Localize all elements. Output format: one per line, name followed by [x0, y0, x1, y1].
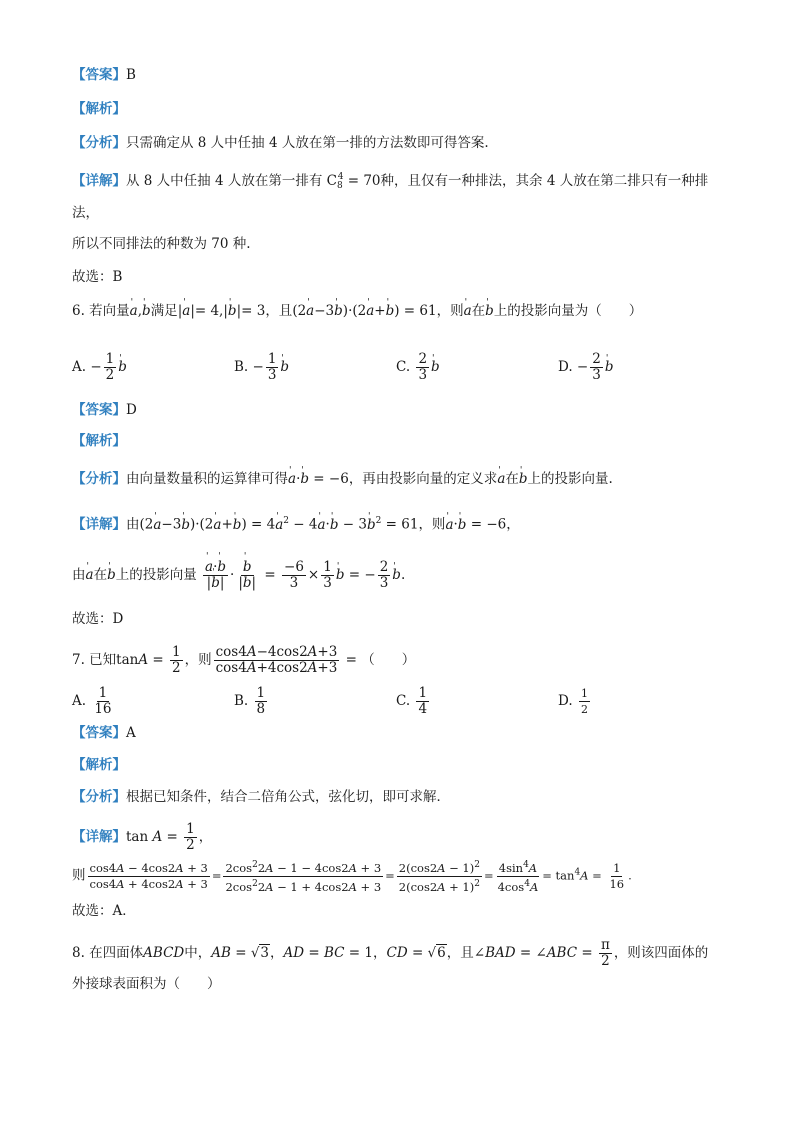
q6-stem-text-f: 上的投影向量为（ ）: [493, 303, 643, 319]
q6-option-c: C. $\frac{2}{3}$ ' b: [396, 352, 440, 383]
q6-answer: D: [126, 402, 137, 418]
q6-option-b: B. − $\frac{1}{3}$ ' b: [234, 352, 289, 383]
q6-option-d: D. − $\frac{2}{3}$ ' b: [558, 352, 614, 383]
q6-detail-text-d: 在: [93, 567, 108, 583]
q5-detail-text-a: 从 8 人中任抽 4 人放在第一排有: [126, 173, 323, 189]
q6-option-b-label: B.: [234, 359, 249, 375]
q7-option-c: C. $\frac{1}{4}$: [396, 685, 428, 717]
q5-fenxi-line: [72, 134, 489, 152]
fenxi-tag: 【分析】: [72, 471, 126, 487]
answer-tag: 【答案】: [72, 725, 126, 741]
q8-stem: 8. 在四面体ABCD中，AB = √3，AD = BC = 1，CD = √6，且∠BAD = ∠ABC = $\frac{\pi}{2}$ ，则该四面体的: [72, 937, 709, 969]
q6-fenxi-text-b: ，再由投影向量的定义求: [348, 471, 498, 487]
q7-answer-line: [72, 724, 136, 742]
detail-tag: 【详解】: [72, 829, 126, 845]
q7-stem: 7. 已知tanA = $\frac{1}{2}$ ，则 $\frac{\cos 4A-4\cos 2A+3}{\cos 4A+4\cos 2A+3}$ = （ ）: [72, 644, 416, 676]
q7-choose-line: [72, 902, 136, 920]
q5-answer: B: [126, 67, 136, 83]
analysis-tag: 【解析】: [72, 433, 126, 449]
q7-option-b: B. $\frac{1}{8}$: [234, 685, 266, 717]
q8-stem-text-e: 外接球表面积为（ ）: [72, 976, 221, 992]
q8-stem-text-d: ，则该四面体的: [613, 945, 709, 961]
q5-detail-line-3: [72, 235, 251, 253]
q5-detail-text-c: 法，: [72, 205, 99, 221]
q7-detail-line-2: 则 $\frac{\cos 4A - 4\cos 2A + 3}{\cos 4A + 4\cos 2A + 3}$ = $\frac{2\cos^22A - 1 - 4\cos 2A + 3}{2\cos^22A - 1 + 4\cos 2A + 3}$ = $\frac{2(\cos 2A - 1)^2}{2(\cos 2A + 1)^2}$ = $\frac{4\sin^4A}{4\cos^4A}$ = $\tan^4A$ = $\frac{1}{16}$ .: [72, 860, 632, 894]
q5-choose-line: [72, 268, 122, 286]
q5-detail-line: [72, 168, 708, 195]
q7-stem-text-c: （ ）: [361, 652, 416, 668]
q7-option-a-label: A.: [72, 693, 87, 709]
q6-detail-text-a: 由: [126, 516, 140, 533]
q5-answer-line: [72, 66, 136, 84]
analysis-tag: 【解析】: [72, 757, 126, 773]
q6-fenxi-text-c: 在: [505, 471, 519, 487]
answer-tag: 【答案】: [72, 67, 126, 83]
q7-answer: A: [126, 725, 136, 741]
q6-option-a: A. − $\frac{1}{2}$ ' b: [72, 352, 127, 383]
q6-option-a-label: A.: [72, 359, 87, 375]
q5-detail-text-d: 所以不同排法的种数为 70 种.: [72, 236, 251, 252]
q6-choose: 故选：D: [72, 611, 124, 627]
q6-stem: 6. 若向量' a,' b满足|' a|= 4,|' b|= 3，且(2' a−3' b)·(2' a+' b) = 61，则' a在' b上的投影向量为（ ）: [72, 302, 642, 320]
q7-detail-line: 【详解】tan A = $\frac{1}{2}$ ，: [72, 821, 213, 853]
q6-fenxi-line: 【分析】由向量数量积的运算律可得' a·' b = −6，再由投影向量的定义求' a在' b上的投影向量.: [72, 470, 613, 488]
q6-fenxi-text-a: 由向量数量积的运算律可得: [126, 471, 288, 487]
q6-stem-text-a: 6. 若向量: [72, 303, 130, 319]
detail-tag: 【详解】: [72, 516, 126, 533]
q8-stem-line-2: [72, 975, 221, 993]
q7-option-a: A. $\frac{1}{16}$: [72, 685, 112, 717]
q5-fenxi-text: 只需确定从 8 人中任抽 4 人放在第一排的方法数即可得答案.: [126, 135, 489, 151]
q6-stem-text-d: ，则: [436, 303, 464, 319]
q6-choose-line: [72, 610, 123, 628]
q6-detail-text-c: 由: [72, 567, 86, 583]
q6-stem-text-e: 在: [471, 303, 486, 319]
q8-stem-text-b: 中，: [184, 945, 212, 961]
q6-option-d-label: D.: [558, 359, 573, 375]
q5-detail-line-2: [72, 204, 99, 222]
q7-choose: 故选：A．: [72, 903, 136, 919]
q7-option-c-label: C.: [396, 693, 411, 709]
q5-combination-formula: $C_8^4 = 70$: [326, 172, 381, 191]
q6-option-c-label: C.: [396, 359, 411, 375]
q6-fenxi-text-d: 上的投影向量.: [527, 471, 613, 487]
q6-answer-line: [72, 401, 137, 419]
q6-stem-text-c: ，且: [265, 303, 293, 319]
q5-choose: 故选：B: [72, 269, 123, 285]
q7-detail-text-a: 则: [72, 867, 86, 884]
q7-stem-text-b: ，则: [184, 652, 212, 668]
analysis-tag: 【解析】: [72, 101, 126, 117]
fenxi-tag: 【分析】: [72, 789, 126, 805]
q5-analysis-line: [72, 100, 126, 118]
fenxi-tag: 【分析】: [72, 135, 126, 151]
q7-option-d: D. $\frac{1}{2}$: [558, 687, 588, 716]
q6-detail-line-2: 由' a在' b上的投影向量 ' $\frac{a\cdot' b}{|' b|}$ · ' $\frac{b}{|' b|}$ = $\frac{-6}{3}$ × $\frac{1}{3}$ ' b = − $\frac{2}{3}$ ' b.: [72, 560, 405, 591]
q6-detail-text-b: ，则: [418, 516, 446, 533]
q7-option-b-label: B.: [234, 693, 249, 709]
q6-stem-text-b: 满足: [150, 303, 178, 319]
q7-fenxi-text: 根据已知条件，结合二倍角公式，弦化切，即可求解．: [126, 789, 450, 805]
detail-tag: 【详解】: [72, 173, 126, 189]
q6-detail-text-e: 上的投影向量: [115, 567, 197, 583]
q7-analysis-line: [72, 756, 126, 774]
q5-detail-text-b: 种，且仅有一种排法，其余 4 人放在第二排只有一种排: [380, 173, 709, 189]
q7-option-d-label: D.: [558, 693, 573, 709]
answer-tag: 【答案】: [72, 402, 126, 418]
q8-stem-text-a: 8. 在四面体: [72, 945, 144, 961]
q6-analysis-line: [72, 432, 126, 450]
q7-fenxi-line: [72, 788, 450, 806]
q7-stem-text-a: 7. 已知: [72, 652, 117, 668]
q6-detail-line: 【详解】由(2' a−3' b)·(2' a+' b) = 4' $a^2 - 4'$ a·' b − 3' $b^2 = 61$，则' a·' b = −6，: [72, 512, 520, 534]
q8-stem-text-c: ，且: [446, 945, 474, 961]
